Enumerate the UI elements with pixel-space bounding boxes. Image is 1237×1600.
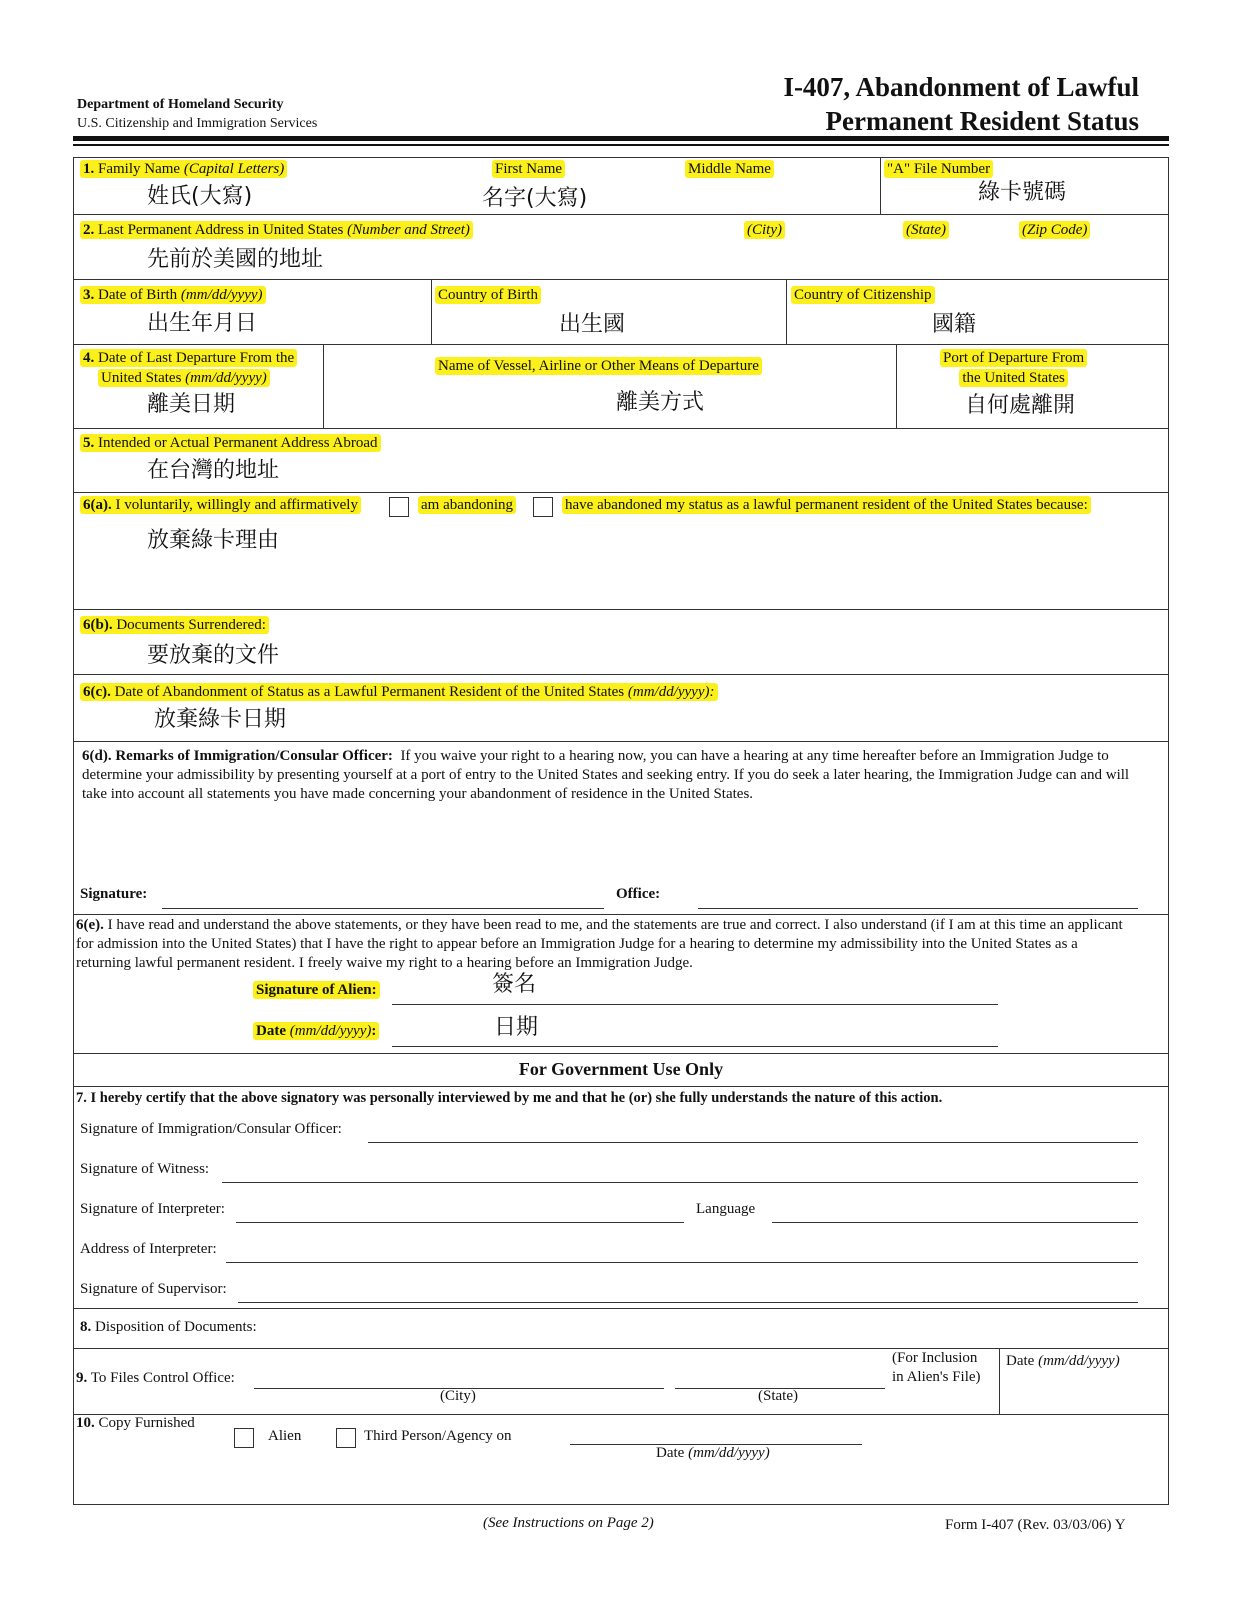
agency-header: [77, 95, 317, 133]
interpreter-address-line[interactable]: [226, 1262, 1138, 1263]
col-divider: [896, 344, 897, 428]
copy-alien-label: Alien: [268, 1428, 302, 1444]
row-divider: [74, 914, 1168, 915]
address-abroad-label: 5. Intended or Actual Permanent Address Abroad: [80, 434, 381, 453]
departure-date-label: 4. Date of Last Departure From the United States (mm/dd/yyyy): [80, 348, 297, 388]
instructions-note: (See Instructions on Page 2): [483, 1515, 654, 1531]
row-divider: [74, 344, 1168, 345]
am-abandoning-checkbox[interactable]: [389, 497, 409, 517]
row-divider: [74, 1414, 1168, 1415]
abandonment-date-input[interactable]: 放棄綠卡日期: [154, 707, 287, 732]
port-input[interactable]: 自何處離開: [965, 393, 1076, 418]
copy-date-label: Date (mm/dd/yyyy): [656, 1445, 770, 1461]
departure-date-input[interactable]: 離美日期: [147, 392, 236, 417]
country-citizenship-input[interactable]: 國籍: [932, 312, 977, 337]
col-divider: [786, 279, 787, 344]
form-body: [73, 157, 1169, 1505]
documents-input[interactable]: 要放棄的文件: [147, 643, 280, 668]
language-line[interactable]: [772, 1222, 1138, 1223]
row-divider: [74, 492, 1168, 493]
row-divider: [74, 214, 1168, 215]
row-divider: [74, 279, 1168, 280]
country-birth-input[interactable]: 出生國: [559, 312, 626, 337]
alien-date-label: Date (mm/dd/yyyy):: [253, 1022, 379, 1041]
officer-signature-label: Signature of Immigration/Consular Officer:: [80, 1121, 342, 1137]
header-rule-thin: [73, 144, 1169, 146]
have-abandoned-checkbox[interactable]: [533, 497, 553, 517]
dob-label: 3. Date of Birth (mm/dd/yyyy): [80, 286, 266, 305]
port-label: Port of Departure From the United States: [940, 348, 1087, 388]
witness-signature-line[interactable]: [222, 1182, 1138, 1183]
files-date-label: Date (mm/dd/yyyy): [1006, 1353, 1120, 1369]
supervisor-signature-line[interactable]: [238, 1302, 1138, 1303]
interpreter-address-label: Address of Interpreter:: [80, 1241, 217, 1257]
row-divider: [74, 1086, 1168, 1087]
agency-name: Department of Homeland Security: [77, 97, 284, 112]
abandonment-date-label: 6(c). Date of Abandonment of Status as a Lawful Permanent Resident of the United States (mm/dd/yyyy):: [80, 683, 718, 702]
row-divider: [74, 609, 1168, 610]
inclusion-label: (For Inclusion in Alien's File): [892, 1350, 981, 1385]
address-abroad-input[interactable]: 在台灣的地址: [147, 458, 280, 483]
a-file-number-input[interactable]: 綠卡號碼: [978, 180, 1067, 205]
vessel-label: Name of Vessel, Airline or Other Means of Departure: [435, 357, 762, 376]
row-divider: [74, 1348, 1168, 1349]
middle-name-label: Middle Name: [685, 160, 774, 179]
copy-third-person-checkbox[interactable]: [336, 1428, 356, 1448]
abandonment-label: 6(a). I voluntarily, willingly and affirmatively: [80, 496, 361, 515]
alien-date-line: [392, 1046, 998, 1047]
col-divider: [880, 158, 881, 214]
last-address-input[interactable]: 先前於美國的地址: [147, 247, 324, 272]
address-zip-label: (Zip Code): [1019, 221, 1090, 240]
have-abandoned-label: have abandoned my status as a lawful permanent resident of the United States because:: [562, 496, 1091, 515]
address-city-label: (City): [744, 221, 785, 240]
officer-signature-line[interactable]: [368, 1142, 1138, 1143]
last-address-label: 2. Last Permanent Address in United States (Number and Street): [80, 221, 473, 240]
statement-text: 6(e). I have read and understand the above statements, or they have been read to me, and the statements are true and correct. I also understand (if I am at this time an applicant for admission into the United States) that I have the right to appear before an Immigration Judge for a hearing to determine my admissibility into the United States as a returning lawful permanent resident. I freely waive my right to a hearing before an Immigration Judge.: [76, 917, 1123, 971]
alien-signature-line: [392, 1004, 998, 1005]
family-name-input[interactable]: 姓氏(大寫): [147, 184, 253, 209]
row-divider: [74, 1308, 1168, 1309]
language-label: Language: [696, 1201, 756, 1217]
address-state-label: (State): [903, 221, 949, 240]
a-file-number-label: "A" File Number: [884, 160, 993, 179]
col-divider: [323, 344, 324, 428]
interpreter-signature-line[interactable]: [236, 1222, 684, 1223]
copy-alien-checkbox[interactable]: [234, 1428, 254, 1448]
supervisor-signature-label: Signature of Supervisor:: [80, 1281, 227, 1297]
form-title: [783, 70, 1139, 138]
am-abandoning-label: am abandoning: [418, 496, 516, 515]
certify-text: 7. I hereby certify that the above signatory was personally interviewed by me and that he (or) she fully understands the nature of this action.: [76, 1090, 943, 1106]
abandonment-reason-input[interactable]: 放棄綠卡理由: [147, 528, 280, 553]
row-divider: [74, 741, 1168, 742]
row-divider: [74, 1053, 1168, 1054]
copy-third-person-label: Third Person/Agency on: [364, 1428, 512, 1444]
first-name-label: First Name: [492, 160, 565, 179]
form-title-line1: I-407, Abandonment of Lawful: [783, 72, 1139, 102]
remarks-signature-line[interactable]: [162, 908, 604, 909]
gov-use-heading: For Government Use Only: [518, 1059, 724, 1079]
files-city-label: (City): [440, 1388, 476, 1404]
remarks-office-label: Office:: [616, 886, 661, 902]
interpreter-signature-label: Signature of Interpreter:: [80, 1201, 225, 1217]
disposition-label: 8. Disposition of Documents:: [80, 1319, 257, 1335]
first-name-input[interactable]: 名字(大寫): [482, 186, 588, 211]
remarks-text: 6(d). Remarks of Immigration/Consular Officer: If you waive your right to a hearing now, you can have a hearing at any time hereafter before an Immigration Judge to determine your admissibility by presenting yourself at a port of entry to the United States and seeking entry. If you do seek a later hearing, the Immigration Judge can and will take into account all statements you have made concerning your abandonment of residence in the United States.: [82, 748, 1130, 802]
remarks-office-line[interactable]: [698, 908, 1138, 909]
form-title-line2: Permanent Resident Status: [825, 106, 1139, 136]
row-divider: [74, 674, 1168, 675]
family-name-label: 1. Family Name (Capital Letters): [80, 160, 287, 179]
documents-label: 6(b). Documents Surrendered:: [80, 616, 269, 635]
dob-input[interactable]: 出生年月日: [147, 311, 258, 336]
files-control-label: 9. To Files Control Office:: [76, 1370, 235, 1386]
files-state-label: (State): [758, 1388, 798, 1404]
alien-date-input[interactable]: 日期: [494, 1015, 539, 1040]
subagency-name: U.S. Citizenship and Immigration Services: [77, 116, 318, 131]
form-id: Form I-407 (Rev. 03/03/06) Y: [945, 1517, 1126, 1533]
country-birth-label: Country of Birth: [435, 286, 541, 305]
country-citizenship-label: Country of Citizenship: [791, 286, 935, 305]
row-divider: [74, 428, 1168, 429]
witness-signature-label: Signature of Witness:: [80, 1161, 210, 1177]
alien-signature-input[interactable]: 簽名: [492, 972, 537, 997]
header-rule-thick: [73, 136, 1169, 141]
vessel-input[interactable]: 離美方式: [616, 390, 705, 415]
col-divider: [999, 1348, 1000, 1414]
copy-furnished-label: 10. Copy Furnished: [76, 1415, 195, 1431]
remarks-signature-label: Signature:: [80, 886, 148, 902]
alien-signature-label: Signature of Alien:: [253, 981, 380, 1000]
col-divider: [431, 279, 432, 344]
